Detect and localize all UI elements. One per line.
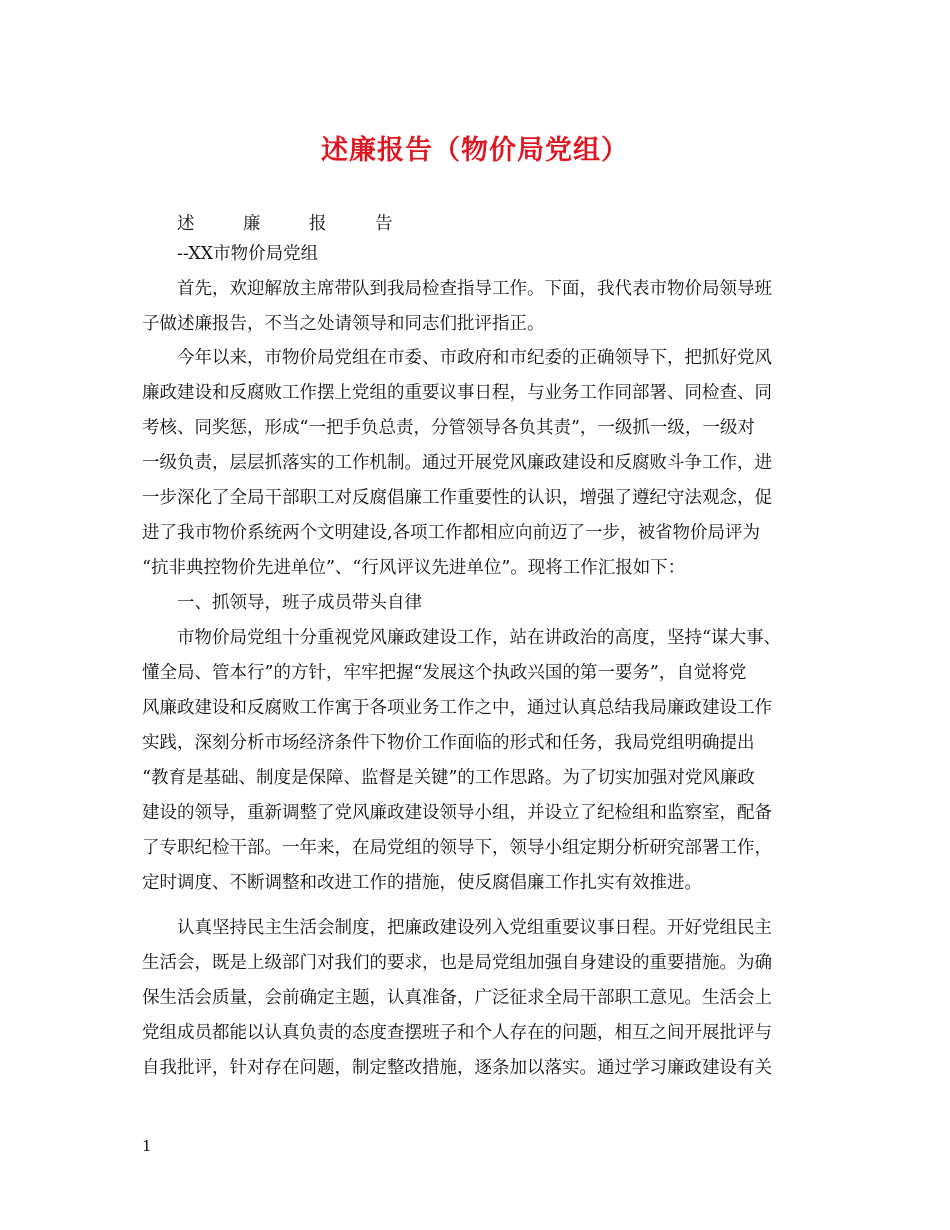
body-line: 一级负责，层层抓落实的工作机制。通过开展党风廉政建设和反腐败斗争工作，进 xyxy=(142,453,772,473)
body-line: 风廉政建设和反腐败工作寓于各项业务工作之中，通过认真总结我局廉政建设工作 xyxy=(142,698,772,718)
body-line: 廉政建设和反腐败工作摆上党组的重要议事日程，与业务工作同部署、同检查、同 xyxy=(142,383,772,403)
page-title: 述廉报告（物价局党组） xyxy=(321,135,629,166)
body-line: 实践，深刻分析市场经济条件下物价工作面临的形式和任务，我局党组明确提出 xyxy=(142,733,755,753)
body-line: 考核、同奖惩，形成“一把手负总责，分管领导各负其责”，一级抓一级，一级对 xyxy=(142,418,755,438)
page-number: 1 xyxy=(142,1137,152,1155)
body-line: 生活会，既是上级部门对我们的要求，也是局党组加强自身建设的重要措施。为确 xyxy=(142,953,772,973)
body-line: 市物价局党组十分重视党风廉政建设工作，站在讲政治的高度，坚持“谋大事、 xyxy=(177,628,781,648)
body-line: 进了我市物价系统两个文明建设,各项工作都相应向前迈了一步，被省物价局评为 xyxy=(142,523,761,543)
heading-char: 廉 xyxy=(243,214,261,234)
heading-char: 报 xyxy=(309,214,327,234)
body-line: 子做述廉报告，不当之处请领导和同志们批评指正。 xyxy=(142,314,545,334)
heading-char: 告 xyxy=(375,214,393,234)
report-subtitle: --XX市物价局党组 xyxy=(177,244,319,264)
report-heading xyxy=(177,210,441,235)
body-line: 建设的领导，重新调整了党风廉政建设领导小组，并设立了纪检组和监察室，配备 xyxy=(142,803,772,823)
body-line: 首先，欢迎解放主席带队到我局检查指导工作。下面，我代表市物价局领导班 xyxy=(177,279,772,299)
body-line: 了专职纪检干部。一年来，在局党组的领导下，领导小组定期分析研究部署工作， xyxy=(142,838,772,858)
heading-char: 述 xyxy=(177,214,195,234)
body-line: “抗非典控物价先进单位”、“行风评议先进单位”。现将工作汇报如下： xyxy=(142,558,686,578)
body-line: 自我批评，针对存在问题，制定整改措施，逐条加以落实。通过学习廉政建设有关 xyxy=(142,1058,772,1078)
body-line: 一步深化了全局干部职工对反腐倡廉工作重要性的认识，增强了遵纪守法观念，促 xyxy=(142,488,772,508)
body-line: 定时调度、不断调整和改进工作的措施，使反腐倡廉工作扎实有效推进。 xyxy=(142,873,702,893)
body-line: “教育是基础、制度是保障、监督是关键”的工作思路。为了切实加强对党风廉政 xyxy=(142,768,755,788)
body-line: 党组成员都能以认真负责的态度查摆班子和个人存在的问题，相互之间开展批评与 xyxy=(142,1023,772,1043)
body-line: 保生活会质量，会前确定主题，认真准备，广泛征求全局干部职工意见。生活会上 xyxy=(142,988,772,1008)
body-line: 认真坚持民主生活会制度，把廉政建设列入党组重要议事日程。开好党组民主 xyxy=(177,918,772,938)
body-line: 懂全局、管本行”的方针，牢牢把握“发展这个执政兴国的第一要务”，自觉将党 xyxy=(142,663,747,683)
body-line: 今年以来，市物价局党组在市委、市政府和市纪委的正确领导下，把抓好党风 xyxy=(177,348,772,368)
section-heading: 一、抓领导，班子成员带头自律 xyxy=(177,593,422,613)
